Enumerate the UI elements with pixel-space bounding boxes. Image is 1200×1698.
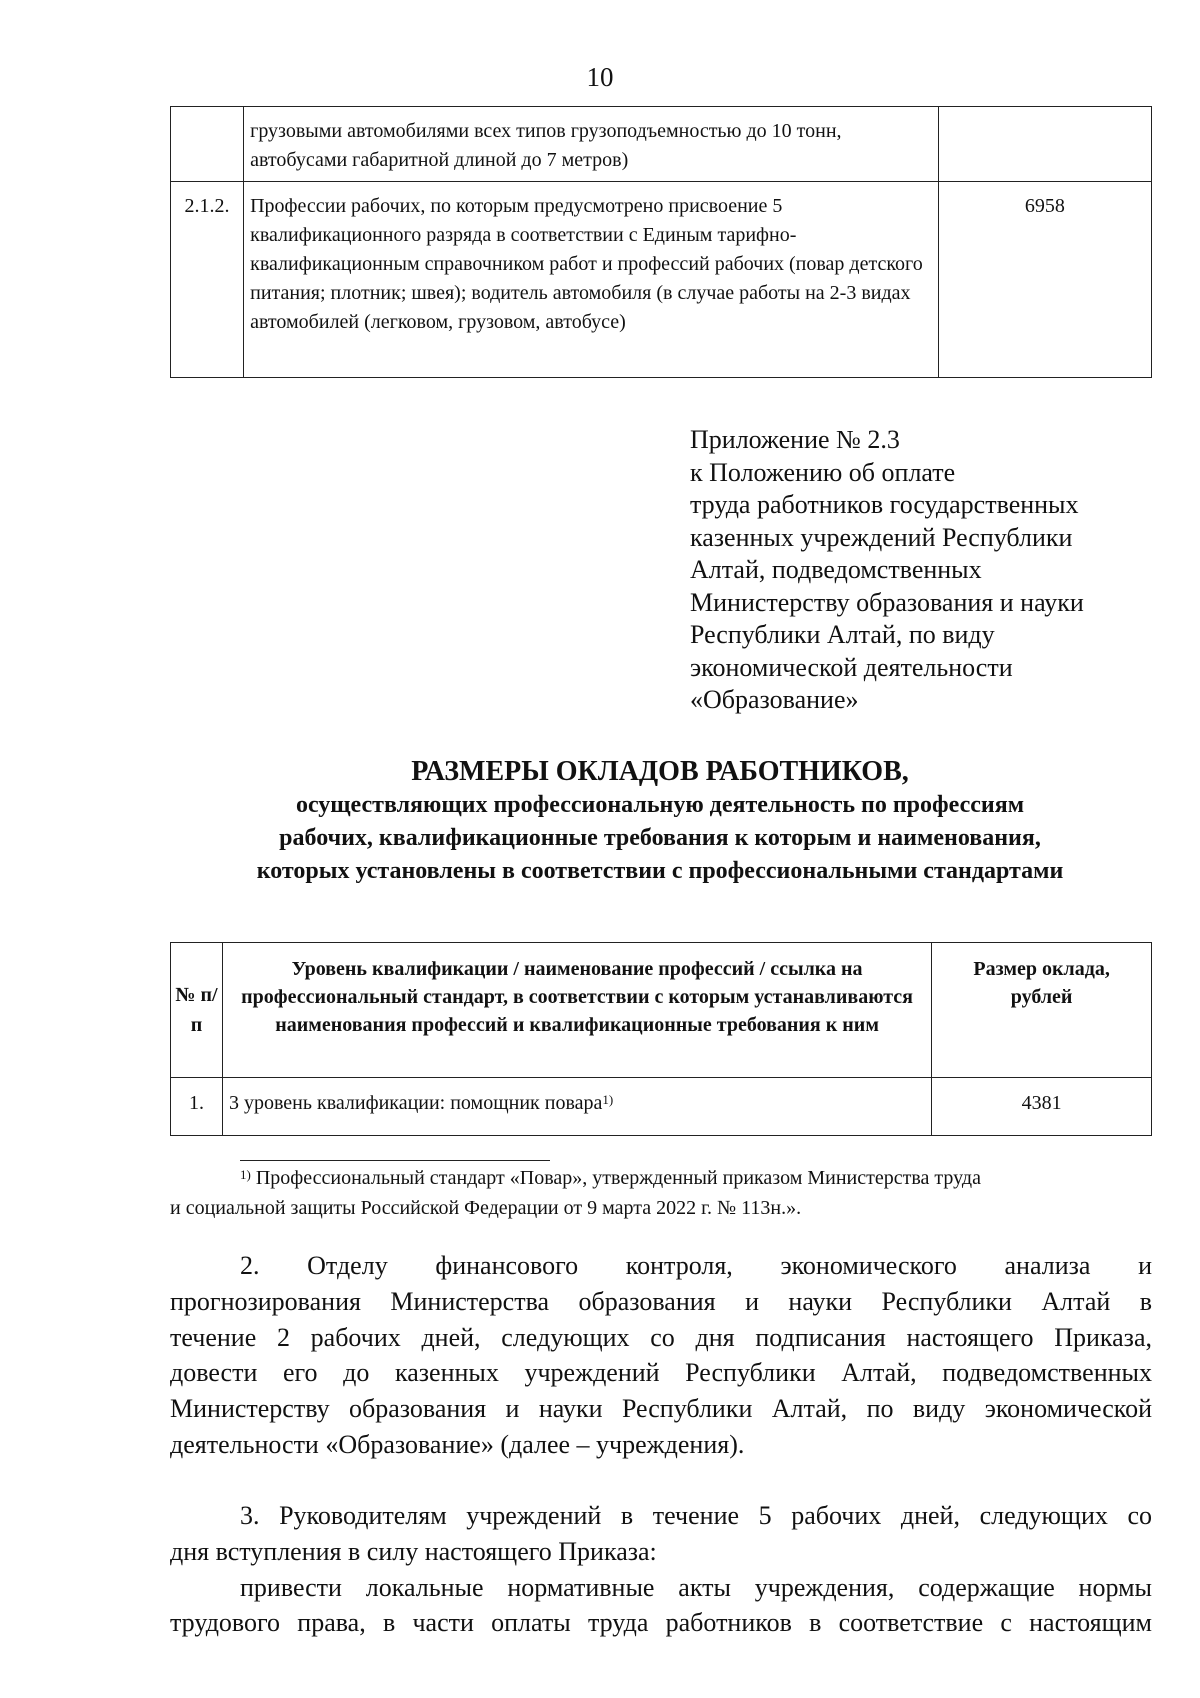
header-salary: Размер оклада, рублей <box>932 943 1152 1078</box>
paragraph-line: трудового права, в части оплаты труда работников в соответствие с настоящим <box>170 1608 1152 1638</box>
footnote-text: Профессиональный стандарт «Повар», утвержденный приказом Министерства труда <box>250 1167 981 1189</box>
footnote <box>170 1163 1155 1223</box>
appendix-line: к Положению об оплате <box>690 457 956 487</box>
table-header-row <box>171 943 1152 1078</box>
document-subtitle-line: осуществляющих профессиональную деятельность по профессиям <box>295 792 1025 818</box>
paragraph-line: дня вступления в силу настоящего Приказа: <box>170 1536 657 1566</box>
paragraph-line: 3. Руководителям учреждений в течение 5 рабочих дней, следующих со <box>240 1501 1152 1530</box>
qualification-text: 3 уровень квалификации: помощник повара <box>228 1092 603 1114</box>
footnote-separator <box>240 1160 550 1161</box>
document-title: РАЗМЕРЫ ОКЛАДОВ РАБОТНИКОВ, <box>411 756 909 787</box>
row-number-cell <box>171 107 244 182</box>
salary-table-continuation <box>170 106 1152 378</box>
table-row <box>171 107 1152 182</box>
qualification-cell <box>222 1078 931 1136</box>
row-number-cell: 1. <box>171 1078 223 1136</box>
paragraph-line: 2. Отделу финансового контроля, экономического анализа и <box>240 1251 1152 1280</box>
footnote-line: и социальной защиты Российской Федерации от 9 марта 2022 г. № 113н.». <box>170 1197 802 1219</box>
table-row <box>171 182 1152 378</box>
footnote-mark: 1) <box>240 1167 251 1182</box>
row-number-cell: 2.1.2. <box>171 182 244 378</box>
paragraph-line: течение 2 рабочих дней, следующих со дня подписания настоящего Приказа, <box>170 1322 1152 1352</box>
footnote-line <box>170 1163 1155 1193</box>
salary-cell <box>938 107 1151 182</box>
appendix-line: Республики Алтай, по виду <box>690 620 995 649</box>
salary-cell: 6958 <box>938 182 1151 378</box>
salary-cell: 4381 <box>932 1078 1152 1136</box>
page-number: 10 <box>586 62 614 92</box>
footnote-reference: 1) <box>602 1092 614 1107</box>
paragraph-line: прогнозирования Министерства образования и науки Республики Алтай в <box>170 1286 1152 1316</box>
profession-cell: грузовыми автомобилями всех типов грузоподъемностью до 10 тонн, автобусами габаритной длиной до 7 метров) <box>244 107 939 182</box>
paragraph-2 <box>170 1248 1152 1463</box>
profession-cell: Профессии рабочих, по которым предусмотрено присвоение 5 квалификационного разряда в соответствии с Единым тарифно-квалификационным справочником работ и профессий рабочих (повар детского питания; плотник; швея); водитель автомобиля (в случае работы на 2-3 видах автомобилей (легковом, грузовом, автобусе) <box>244 182 939 378</box>
appendix-line: казенных учреждений Республики <box>690 522 1073 552</box>
paragraph-line: деятельности «Образование» (далее – учреждения). <box>170 1429 745 1459</box>
paragraph-line: Министерству образования и науки Республики Алтай, по виду экономической <box>170 1394 1152 1424</box>
appendix-line: Алтай, подведомственных <box>690 555 982 584</box>
appendix-line: экономической деятельности <box>690 652 1013 682</box>
appendix-line: труда работников государственных <box>690 490 1079 519</box>
document-subtitle-line: рабочих, квалификационные требования к которым и наименования, <box>279 825 1041 851</box>
paragraph-line: привести локальные нормативные акты учреждения, содержащие нормы <box>240 1572 1152 1602</box>
document-subtitle-line: которых установлены в соответствии с профессиональными стандартами <box>256 858 1064 884</box>
header-qualification: Уровень квалификации / наименование профессий / ссылка на профессиональный стандарт, в соответствии с которым устанавливаются наименования профессий и квалификационные требования к ним <box>222 943 931 1078</box>
appendix-line: «Образование» <box>690 685 859 714</box>
paragraph-line: довести его до казенных учреждений Республики Алтай, подведомственных <box>170 1358 1152 1388</box>
table-row <box>171 1078 1152 1136</box>
header-number: № п/п <box>171 943 223 1078</box>
paragraph-3 <box>170 1498 1152 1641</box>
appendix-line: Приложение № 2.3 <box>690 425 900 454</box>
appendix-line: Министерству образования и науки <box>690 587 1084 617</box>
salary-table <box>170 942 1152 1136</box>
appendix-header <box>690 424 1160 717</box>
